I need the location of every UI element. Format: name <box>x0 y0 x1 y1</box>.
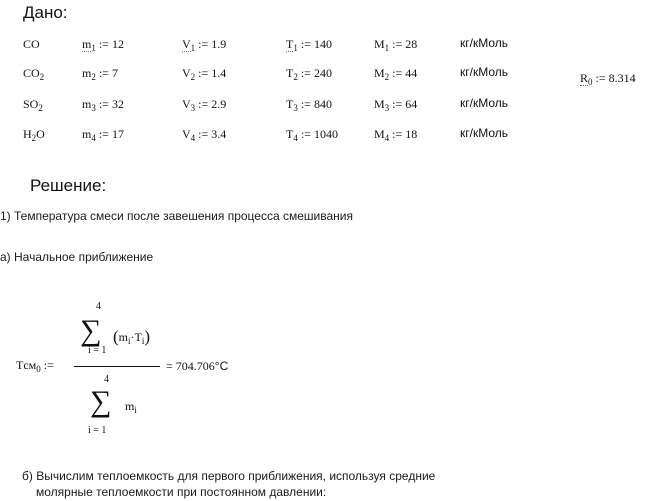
mass-definition: $m_3$ := 32 <box>82 97 124 113</box>
heading-solution: Решение: <box>30 176 107 195</box>
r0-index: 0 <box>588 77 593 87</box>
mass-definition: $m_2$ := 7 <box>82 66 118 82</box>
r0-definition <box>580 71 636 86</box>
den-sigma: ∑ <box>90 385 112 418</box>
num-sum-upper: 4 <box>96 301 101 312</box>
units-label: кг/кМоль <box>460 96 509 110</box>
step-b-text-line1: б) Вычислим теплоемкость для первого приближения, используя средние <box>22 469 436 483</box>
temperature-definition: $T_4$ := 1040 <box>286 127 338 143</box>
r0-assign: := <box>595 71 606 85</box>
units-label: кг/кМоль <box>460 36 509 50</box>
volume-definition: $V_4$ := 3.4 <box>182 127 227 143</box>
volume-definition: $V_2$ := 1.4 <box>182 66 227 82</box>
molar-mass-definition: $M_4$ := 18 <box>374 127 418 143</box>
lhs-index: 0 <box>36 364 41 374</box>
units-label: кг/кМоль <box>460 126 509 140</box>
molar-mass-definition: $M_1$ := 28 <box>374 37 418 53</box>
mass-definition: $m_4$ := 17 <box>82 127 124 143</box>
den-sum-lower: i = 1 <box>88 425 107 436</box>
num-sum-lower: i = 1 <box>88 345 107 356</box>
result-unit: °C <box>214 359 229 373</box>
lhs-symbol: Tсм <box>16 358 37 372</box>
mass-definition: $m_1$ := 12 <box>82 37 124 53</box>
volume-definition: $V_3$ := 2.9 <box>182 97 227 113</box>
formula-lhs <box>16 358 54 373</box>
temperature-definition: $T_3$ := 840 <box>286 97 332 113</box>
r0-value: 8.314 <box>608 71 636 85</box>
lhs-assign: := <box>43 358 54 372</box>
num-sigma: ∑ <box>80 314 102 347</box>
fraction-bar <box>74 366 160 367</box>
den-sum-upper: 4 <box>104 374 109 385</box>
denominator-mass: $m_i$ <box>125 399 137 415</box>
heading-given: Дано: <box>23 3 68 22</box>
numerator-product: $(m_i\cdot T_i)$ <box>113 327 151 346</box>
compound-formula: $H_2O$ <box>23 127 45 143</box>
compound-formula: $SO_2$ <box>23 97 43 113</box>
step-1-text: 1) Температура смеси после завешения процесса смешивания <box>0 209 353 223</box>
molar-mass-definition: $M_2$ := 44 <box>374 66 418 82</box>
molar-mass-definition: $M_3$ := 64 <box>374 97 418 113</box>
result-value: = 704.706 <box>166 359 215 373</box>
compound-formula: CO <box>23 37 40 51</box>
temperature-definition: $T_2$ := 240 <box>286 66 332 82</box>
compound-formula: $CO_2$ <box>23 66 45 82</box>
units-label: кг/кМоль <box>460 65 509 79</box>
r0-symbol: R <box>580 71 589 85</box>
volume-definition: $V_1$ := 1.9 <box>182 37 227 53</box>
step-a-text: а) Начальное приближение <box>0 250 154 264</box>
formula-result <box>166 359 228 374</box>
step-b-text-line2: молярные теплоемкости при постоянном давлении: <box>36 485 327 499</box>
temperature-definition: $T_1$ := 140 <box>286 37 332 53</box>
